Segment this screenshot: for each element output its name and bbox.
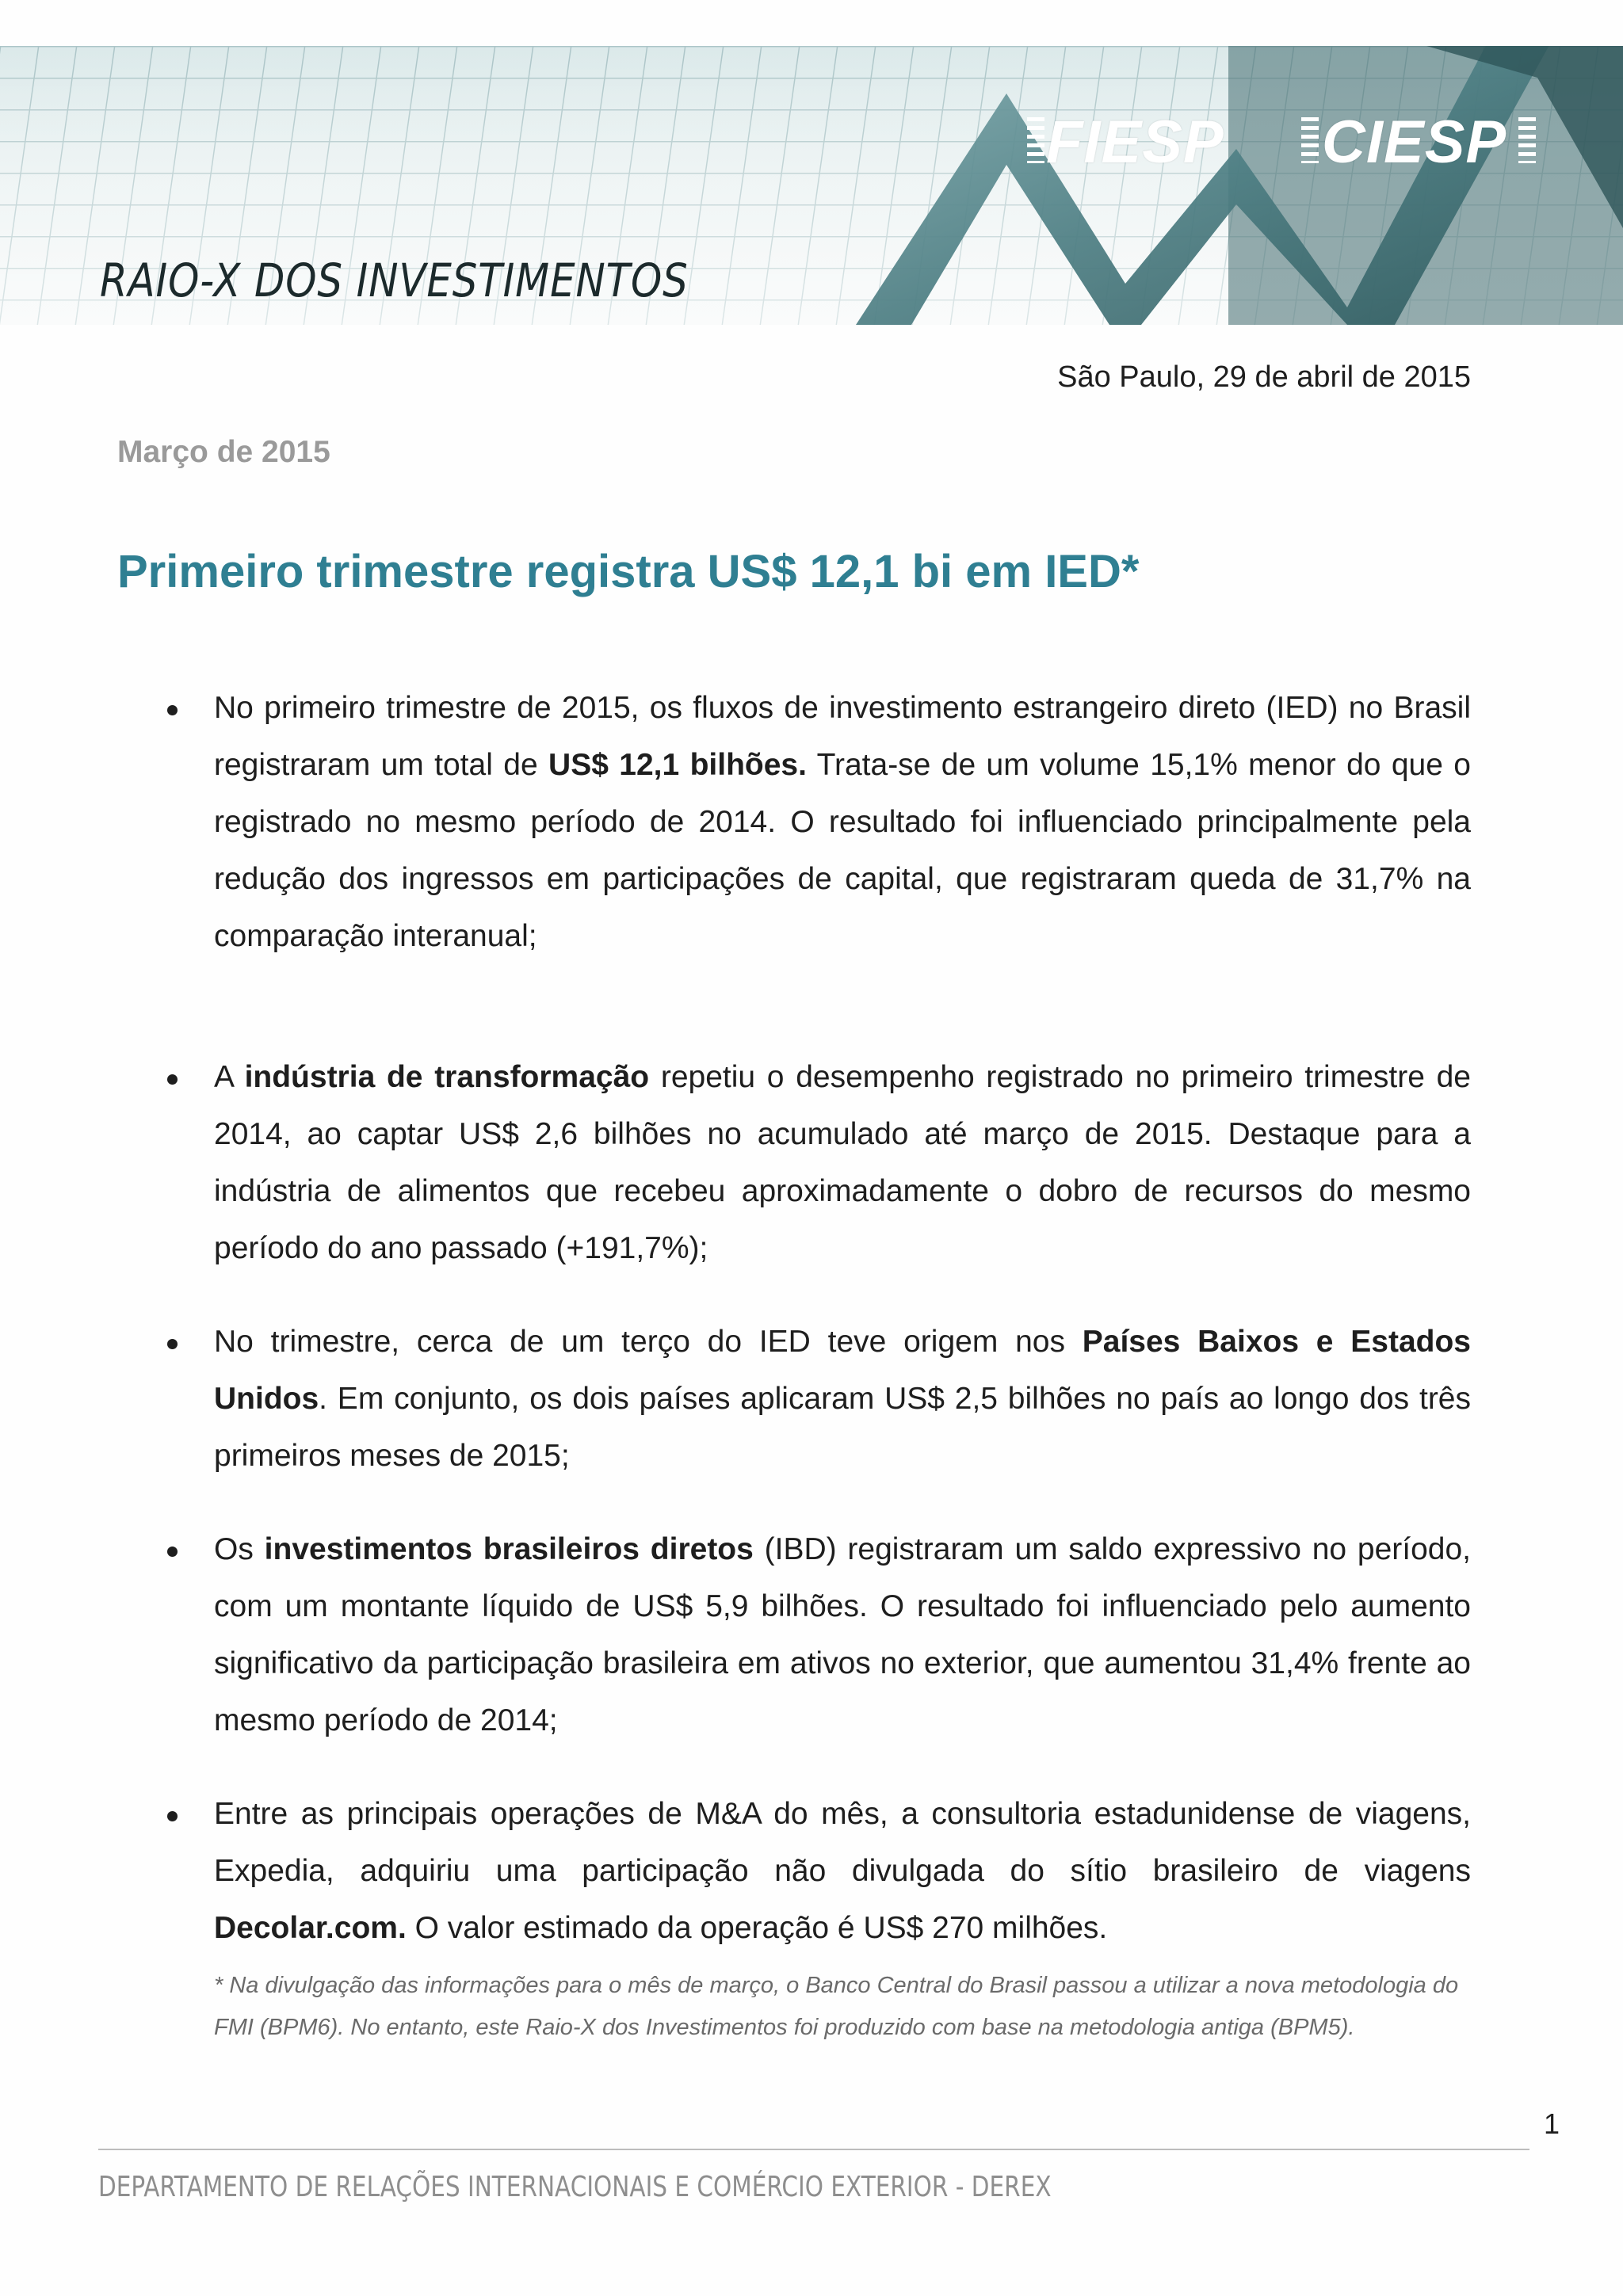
bullet-text: No primeiro trimestre de 2015, os fluxos de investimento estrangeiro direto (IED) no Brasil registraram um total de bbox=[214, 691, 1471, 782]
ciesp-logo: CIESP bbox=[1322, 109, 1507, 176]
bullet-emphasis: US$ 12,1 bilhões. bbox=[548, 748, 807, 782]
methodology-footnote: * Na divulgação das informações para o mês de março, o Banco Central do Brasil passou a utilizar a nova metodologia do FMI (BPM6). No entanto, este Raio-X dos Investimentos foi produzido com base na metodologia antiga (BPM5). bbox=[214, 1973, 1459, 2040]
bullet-emphasis: Países Baixos e Estados Unidos bbox=[214, 1325, 1471, 1416]
bullet-text: Entre as principais operações de M&A do mês, a consultoria estadunidense de viagens, Expedia, adquiriu uma participação não divulgada do sítio brasileiro de viagens bbox=[214, 1797, 1471, 1888]
bullet-text: No trimestre, cerca de um terço do IED teve origem nos bbox=[214, 1325, 1083, 1359]
list-item bbox=[214, 1786, 1471, 1957]
date-line: São Paulo, 29 de abril de 2015 bbox=[1057, 360, 1471, 394]
bullet-text: repetiu o desempenho registrado no primeiro trimestre de 2014, ao captar US$ 2,6 bilhões no acumulado até março de 2015. Destaque para a indústria de alimentos que recebeu aproximadamente o dobro de recursos do mesmo período do ano passado (+191,7%); bbox=[214, 1060, 1471, 1265]
bullet-text: Trata-se de um volume 15,1% menor do que o registrado no mesmo período de 2014. O resultado foi influenciado principalmente pela redução dos ingressos em participações de capital, que registraram queda de 31,7% na comparação interanual; bbox=[214, 748, 1471, 953]
bullet-text: O valor estimado da operação é US$ 270 milhões. bbox=[406, 1911, 1108, 1945]
bullet-text: (IBD) registraram um saldo expressivo no período, com um montante líquido de US$ 5,9 bilhões. O resultado foi influenciado pelo aumento significativo da participação brasileira em ativos no exterior, que aumentou 31,4% frente ao mesmo período de 2014; bbox=[214, 1532, 1472, 1737]
bullet-text: . Em conjunto, os dois países aplicaram US$ 2,5 bilhões no país ao longo dos três primeiros meses de 2015; bbox=[214, 1382, 1471, 1473]
logo-stripes-right bbox=[1518, 117, 1536, 163]
footer-department: DEPARTAMENTO DE RELAÇÕES INTERNACIONAIS E COMÉRCIO EXTERIOR - DEREX bbox=[98, 2171, 1052, 2203]
list-item bbox=[214, 680, 1471, 965]
list-item bbox=[214, 1521, 1471, 1749]
banner-title: RAIO-X DOS INVESTIMENTOS bbox=[100, 254, 689, 307]
highlights-list bbox=[214, 680, 1471, 1957]
bullet-emphasis: indústria de transformação bbox=[244, 1060, 650, 1094]
report-month: Março de 2015 bbox=[117, 435, 330, 469]
page-title: Primeiro trimestre registra US$ 12,1 bi em IED* bbox=[117, 546, 1140, 597]
logo-stripes-middle bbox=[1301, 117, 1319, 163]
bullet-emphasis: investimentos brasileiros diretos bbox=[264, 1532, 754, 1566]
list-item bbox=[214, 1314, 1471, 1485]
bullet-text: Os bbox=[214, 1532, 265, 1566]
page-number: 1 bbox=[1543, 2107, 1560, 2140]
logo-stripes-left bbox=[1027, 117, 1044, 163]
footer-divider bbox=[98, 2149, 1529, 2150]
bullet-text: A bbox=[214, 1060, 245, 1094]
bullet-emphasis: Decolar.com. bbox=[214, 1911, 407, 1945]
header-banner bbox=[0, 46, 1623, 325]
list-item bbox=[214, 1049, 1471, 1277]
fiesp-logo: FIESP bbox=[1046, 109, 1224, 176]
